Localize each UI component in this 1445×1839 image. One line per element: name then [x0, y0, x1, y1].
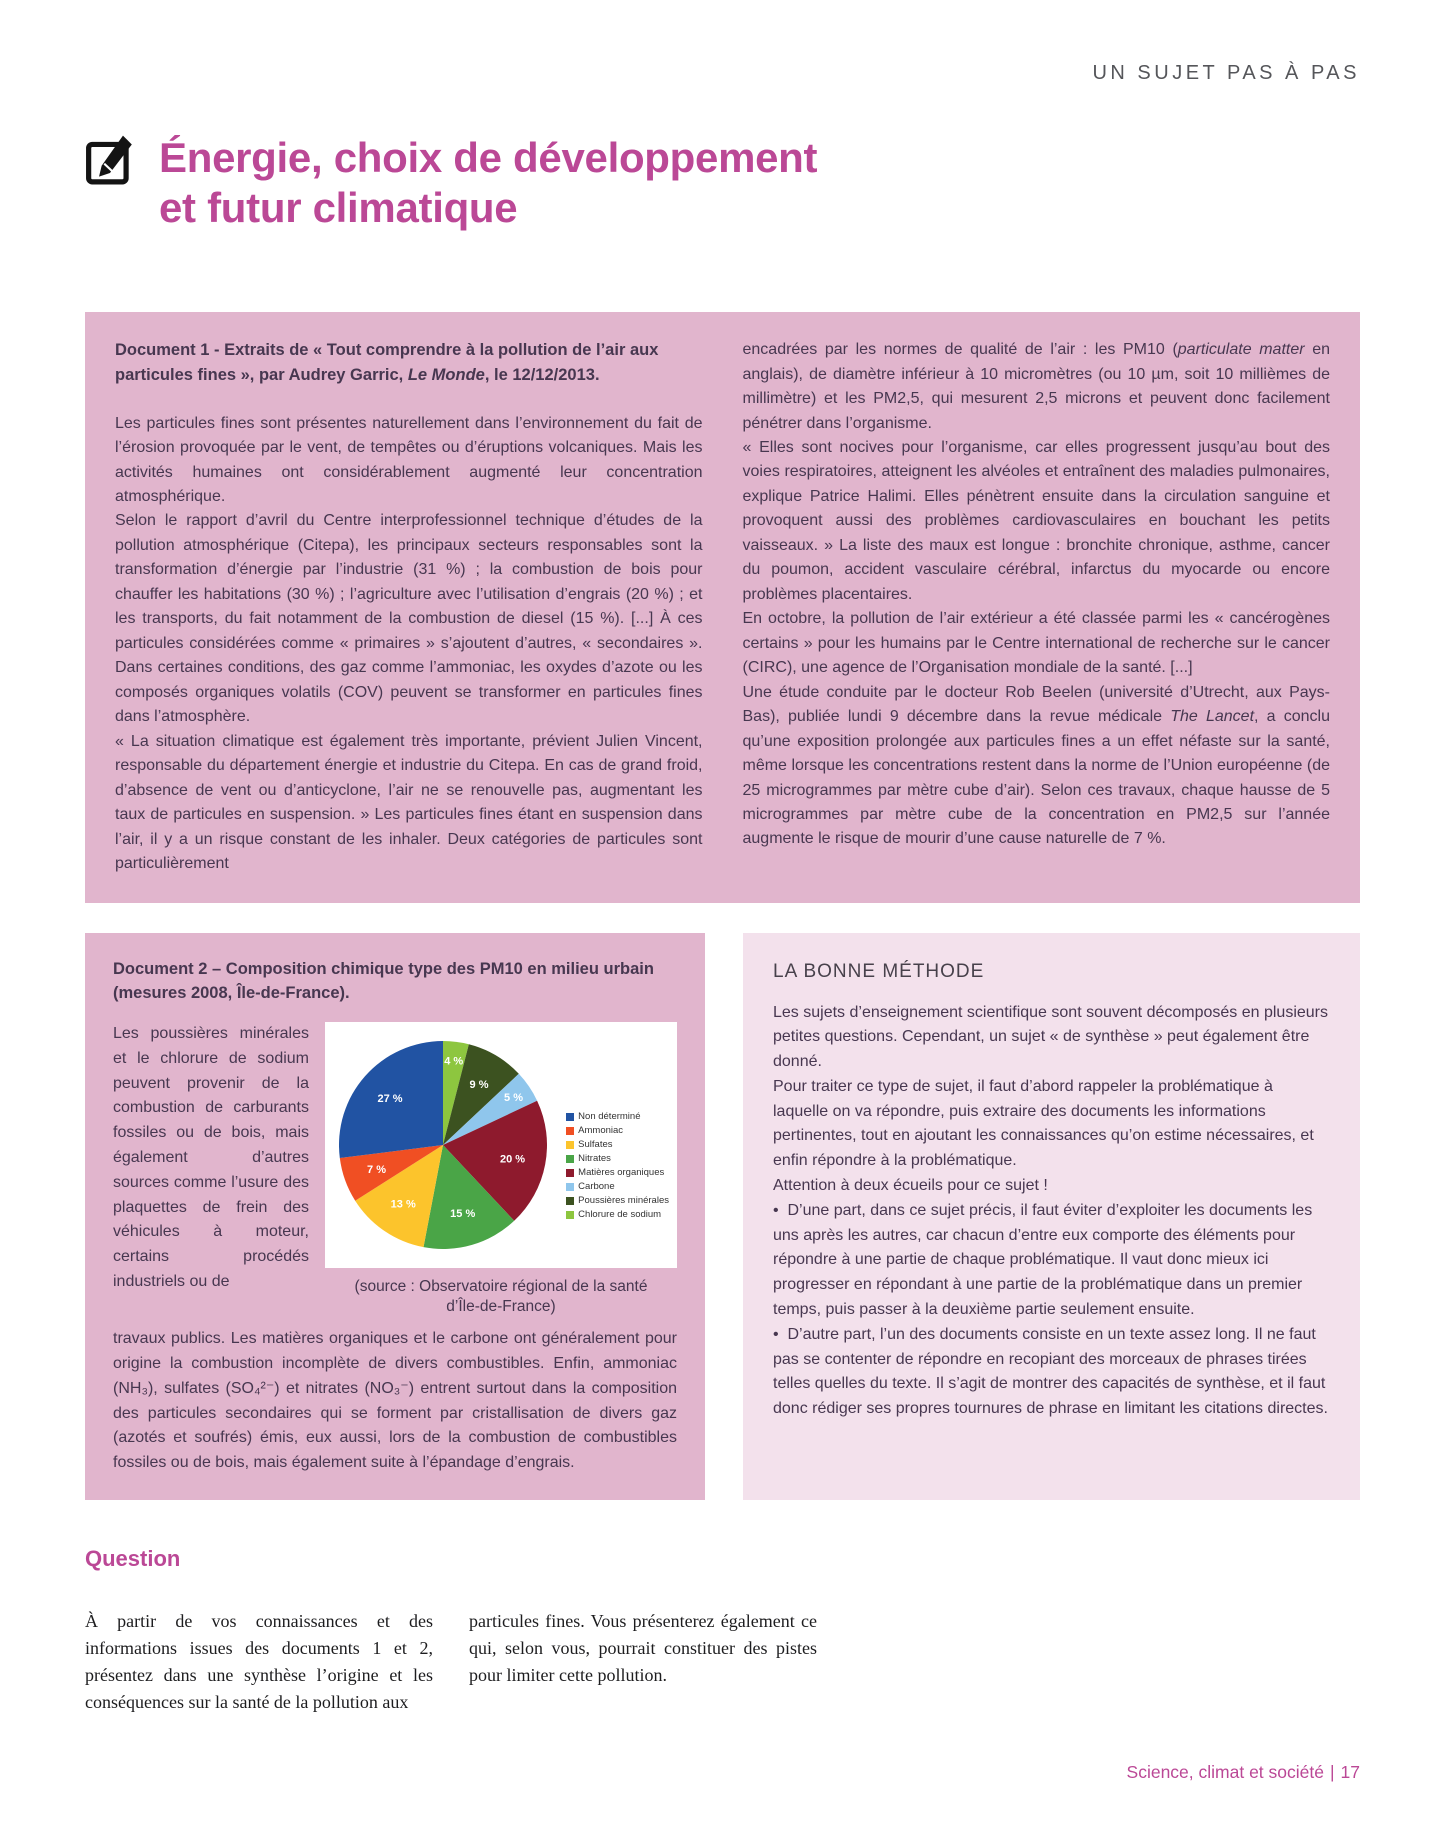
- pie-slice-label: 4 %: [444, 1055, 464, 1068]
- legend-swatch: [566, 1197, 574, 1205]
- page-kicker: UN SUJET PAS À PAS: [1092, 62, 1360, 84]
- document-2-intro-text: Les poussières minérales et le chlorure de sodium peuvent provenir de la combustion de carburants fossiles ou de bois, mais également d’autres sources comme l’usure des plaquettes de frein des véhicules à moteur, certains procédés industriels ou de: [113, 1025, 309, 1290]
- pie-slice-label: 20 %: [499, 1153, 526, 1166]
- document-2-box: [85, 933, 705, 1501]
- document-1-column-right: [743, 338, 1331, 876]
- pie-slice-label: 5 %: [504, 1092, 523, 1105]
- footer-separator: |: [1329, 1762, 1335, 1783]
- pie-slice-label: 13 %: [390, 1198, 416, 1211]
- legend-label: Chlorure de sodium: [578, 1209, 662, 1220]
- middle-row: [85, 933, 1360, 1501]
- document-1-box: [85, 312, 1360, 902]
- question-column-1: À partir de vos connaissances et des informations issues des documents 1 et 2, présentez dans une synthèse l’origine et les conséquences sur la santé de la pollution aux: [85, 1611, 433, 1713]
- legend-label: Nitrates: [578, 1153, 611, 1164]
- question-column-2: particules fines. Vous présenterez également ce qui, selon vous, pourrait constituer des pistes pour limiter cette pollution.: [469, 1611, 817, 1686]
- document-2-heading: Document 2 – Composition chimique type des PM10 en milieu urbain (mesures 2008, Île-de-France).: [113, 959, 654, 1003]
- question-section: [85, 1546, 1360, 1716]
- document-1-column-left: [115, 338, 703, 876]
- legend-item: [566, 1154, 669, 1164]
- footer-collection-title: Science, climat et société: [1126, 1762, 1324, 1783]
- method-title: LA BONNE MÉTHODE: [773, 960, 985, 982]
- method-body: Les sujets d’enseignement scientifique sont souvent décomposés en plusieurs petites questions. Cependant, un sujet « de synthèse » peut également être donné. Pour traiter ce type de sujet, il faut d’abord rappeler la problématique à laquelle on va répondre, puis extraire des documents les informations pertinentes, tout en ajoutant les connaissances qu’on estime nécessaires, et enfin répondre à la problématique. Attention à deux écueils pour ce sujet ! • D’une part, dans ce sujet précis, il faut éviter d’exploiter les documents les uns après les autres, car chacun d’entre eux comporte des éléments pour répondre à une partie de chaque problématique. Il vaut donc mieux ici progresser en répondant à une partie de la problématique dans un premier temps, puis passer à la deuxième partie seulement ensuite. • D’autre part, l’un des documents consiste en un texte assez long. Il ne faut pas se contenter de répondre en recopiant des morceaux de phrases tirées telles quelles du texte. Il s’agit de montrer des capacités de synthèse, et il faut donc rédiger ses propres tournures de phrase en limitant les citations directes.: [773, 1001, 1330, 1423]
- legend-swatch: [566, 1155, 574, 1163]
- title-row: [85, 133, 1360, 232]
- pie-slice-label: 7 %: [367, 1164, 386, 1176]
- legend-item: [566, 1126, 669, 1136]
- chart-panel: [325, 1022, 677, 1268]
- legend-item: [566, 1210, 669, 1220]
- pie-slice-label: 27 %: [377, 1093, 403, 1106]
- legend-item: [566, 1140, 669, 1150]
- footer-page-number: 17: [1340, 1762, 1360, 1783]
- legend-swatch: [566, 1127, 574, 1135]
- document-1-left-text: Les particules fines sont présentes naturellement dans l’environnement du fait de l’érosion provoquée par le vent, de tempêtes ou d’éruptions volcaniques. Mais les activités humaines ont considérablement augmenté leur concentration atmosphérique. Selon le rapport d’avril du Centre interprofessionnel technique d’études de la pollution atmosphérique (Citepa), les principaux secteurs responsables sont la transformation d’énergie par l’industrie (31 %) ; la combustion de bois pour chauffer les habitations (30 %) ; l’agriculture avec l’utilisation d’engrais (20 %) ; et les transports, du fait notamment de la combustion de diesel (15 %). [...] À ces particules considérées comme « primaires » s’ajoutent d’autres, « secondaires ». Dans certaines conditions, des gaz comme l’ammoniac, les oxydes d’azote ou les composés organiques volatils (COV) peuvent se transformer en particules fines dans l’atmosphère. « La situation climatique est également très importante, prévient Julien Vincent, responsable du département énergie et industrie du Citepa. En cas de grand froid, d’absence de vent ou d’anticyclone, l’air ne se renouvelle pas, augmentant les taux de particules en suspension. » Les particules fines étant en suspension dans l’air, il y a un risque constant de les inhaler. Deux catégories de particules sont particulièrement: [115, 414, 703, 873]
- legend-label: Poussières minérales: [578, 1195, 669, 1206]
- document-1-heading: Document 1 - Extraits de « Tout comprendre à la pollution de l’air aux particules fines », par Audrey Garric, Le Monde, le 12/12/2013.: [115, 341, 659, 384]
- pie-slice-label: 15 %: [450, 1207, 476, 1220]
- legend-label: Matières organiques: [578, 1167, 665, 1178]
- chart-legend: [566, 1112, 669, 1224]
- legend-swatch: [566, 1169, 574, 1177]
- question-heading: Question: [85, 1546, 181, 1572]
- legend-swatch: [566, 1141, 574, 1149]
- document-2-continuation-text: travaux publics. Les matières organiques et le carbone ont généralement pour origine la combustion incomplète de divers combustibles. Enfin, ammoniac (NH₃), sulfates (SO₄²⁻) et nitrates (NO₃⁻) entrent surtout dans la composition des particules secondaires qui se forment par cristallisation de divers gaz (azotés et soufrés) émis, eux aussi, lors de la combustion de combustibles fossiles ou de bois, mais également suite à l’épandage d’engrais.: [113, 1330, 677, 1472]
- edit-pencil-icon: [85, 133, 137, 185]
- legend-label: Non déterminé: [578, 1111, 641, 1122]
- chart-column: [325, 1022, 677, 1317]
- legend-label: Ammoniac: [578, 1125, 624, 1136]
- legend-swatch: [566, 1183, 574, 1191]
- legend-swatch: [566, 1113, 574, 1121]
- pie-slice-label: 9 %: [469, 1079, 489, 1092]
- legend-item: [566, 1168, 669, 1178]
- legend-item: [566, 1182, 669, 1192]
- legend-swatch: [566, 1211, 574, 1219]
- legend-item: [566, 1112, 669, 1122]
- legend-label: Carbone: [578, 1181, 615, 1192]
- method-box: [743, 933, 1360, 1501]
- page-title: Énergie, choix de développement et futur climatique: [159, 134, 818, 231]
- page-footer: [85, 1762, 1360, 1783]
- document-1-right-text: encadrées par les normes de qualité de l’air : les PM10 (particulate matter en anglais), de diamètre inférieur à 10 micromètres (ou 10 µm, soit 10 millièmes de millimètre) et les PM2,5, qui mesurent 2,5 microns et peuvent donc facilement pénétrer dans l’organisme. « Elles sont nocives pour l’organisme, car elles progressent jusqu’au bout des voies respiratoires, atteignent les alvéoles et entraînent des maladies pulmonaires, explique Patrice Halimi. Elles pénètrent ensuite dans la circulation sanguine et provoquent aussi des problèmes cardiovasculaires en bouchant les petits vaisseaux. » La liste des maux est longue : bronchite chronique, asthme, cancer du poumon, accident vasculaire cérébral, infarctus du myocarde ou encore problèmes placentaires. En octobre, la pollution de l’air extérieur a été classée parmi les « cancérogènes certains » pour les humains par le Centre international de recherche sur le cancer (CIRC), une agence de l’Organisation mondiale de la santé. [...] Une étude conduite par le docteur Rob Beelen (université d’Utrecht, aux Pays-Bas), publiée lundi 9 décembre dans la revue médicale The Lancet, a conclu qu’une exposition prolongée aux particules fines a un effet néfaste sur la santé, même lorsque les concentrations restent dans la norme de l’Union européenne (de 25 microgrammes par mètre cube d’air). Selon ces travaux, chaque hausse de 5 microgrammes par mètre cube de la concentration en PM2,5 sur l’année augmente le risque de mourir d’une cause naturelle de 7 %.: [742, 341, 1331, 848]
- legend-label: Sulfates: [578, 1139, 613, 1150]
- legend-item: [566, 1196, 669, 1206]
- chart-source-caption: (source : Observatoire régional de la santé d’Île-de-France): [354, 1278, 648, 1316]
